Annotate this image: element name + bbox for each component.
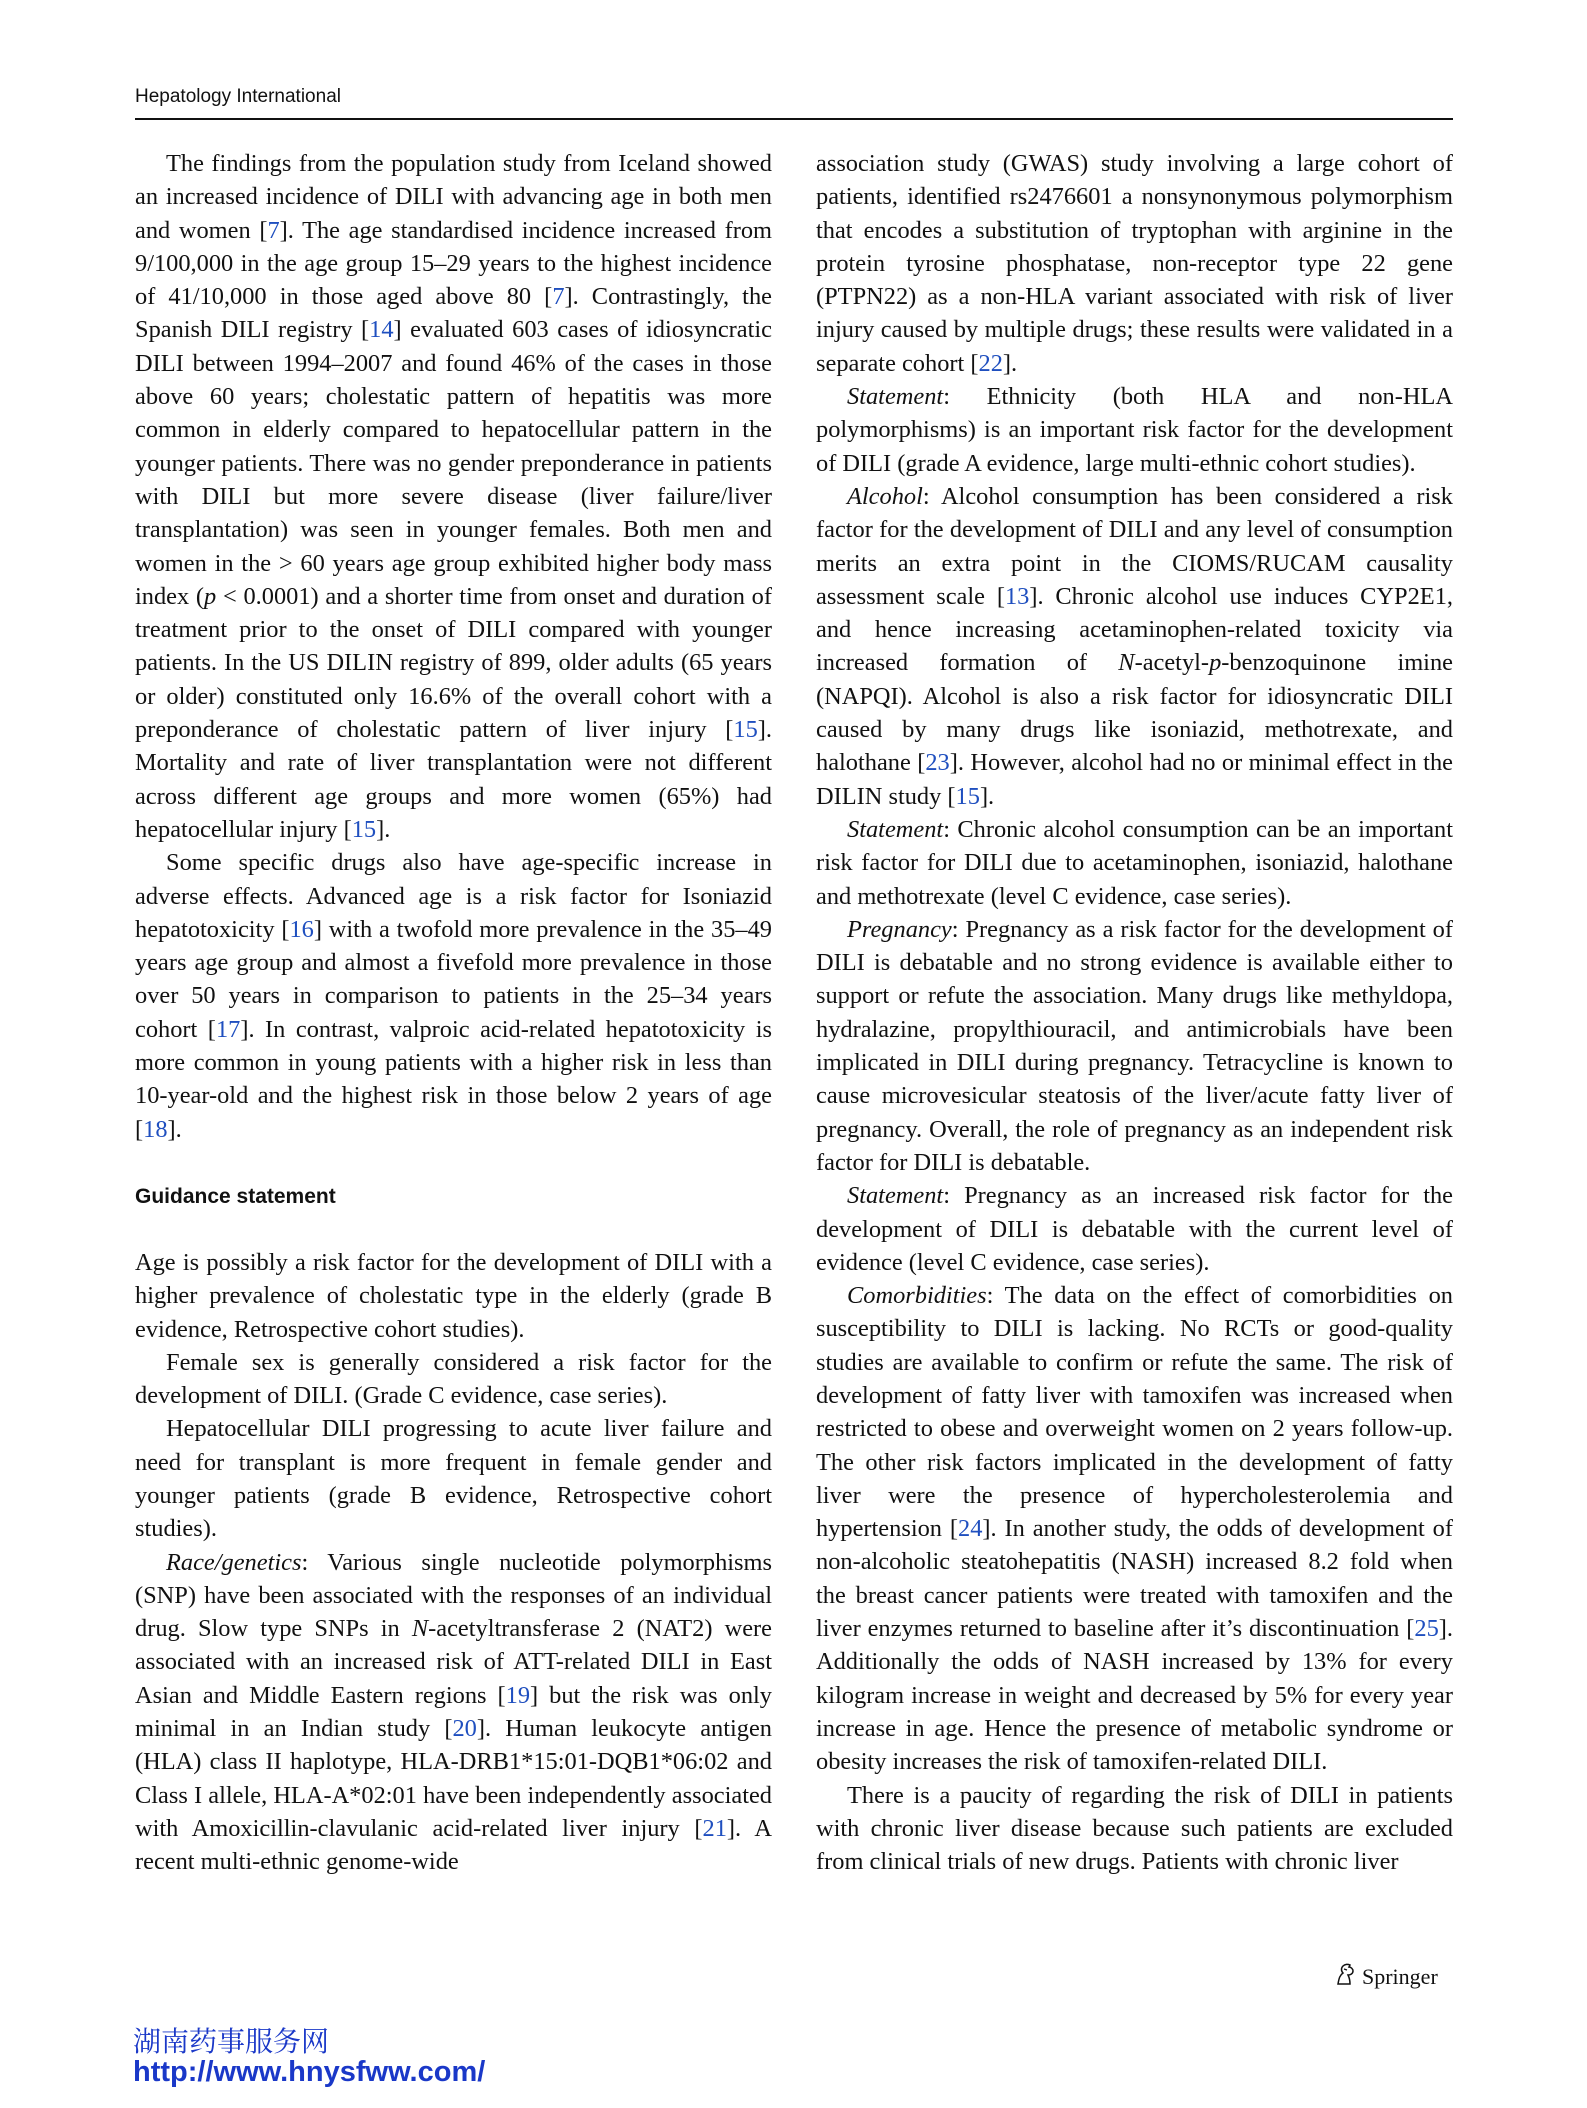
- paragraph: [816, 1179, 1453, 1279]
- text-run: association study (GWAS) study involving a large cohort of patients, identified rs2476601 a nonsynonymous polymorphism that encodes a substitution of tryptophan with arginine in the protein tyrosine phosphatase, non-receptor type 22 gene (PTPN22) as a non-HLA variant associated with risk of liver injury caused by multiple drugs; these results were validated in a separate cohort [: [816, 150, 1453, 377]
- paragraph: [816, 1779, 1453, 1879]
- text-run: ]. A recent multi-ethnic genome-wide: [135, 1814, 772, 1876]
- citation-link[interactable]: 14: [369, 316, 394, 344]
- citation-link[interactable]: 15: [955, 782, 980, 810]
- text-run: ].: [1002, 349, 1018, 377]
- citation-link[interactable]: 17: [215, 1015, 241, 1043]
- italic-text: p: [1209, 649, 1222, 677]
- italic-text: N: [1118, 649, 1135, 677]
- text-run: ] with a twofold more prevalence in the 35–49 years age group and almost a fivefold more prevalence in those over 50 years in comparison to patients in the 25–34 years cohort [: [135, 915, 772, 1043]
- citation-link[interactable]: 25: [1414, 1615, 1439, 1643]
- citation-link[interactable]: 23: [925, 749, 950, 777]
- text-run: ]. Additionally the odds of NASH increased by 13% for every kilogram increase in weight and decreased by 5% for every year increase in age. Hence the presence of metabolic syndrome or obesity increases the risk of tamoxifen-related DILI.: [816, 1615, 1453, 1776]
- citation-link[interactable]: 22: [978, 349, 1003, 377]
- paragraph: [816, 1279, 1453, 1778]
- springer-horse-icon: [1334, 1962, 1356, 1992]
- italic-text: Statement: [847, 1182, 944, 1210]
- watermark-site-name: 湖南药事服务网: [133, 2025, 330, 2058]
- text-run: ].: [979, 782, 995, 810]
- text-run: : Alcohol consumption has been considered a risk factor for the development of DILI and any level of consumption merits an extra point in the CIOMS/RUCAM causality assessment scale [: [816, 482, 1453, 610]
- text-run: The findings from the population study from Iceland showed an increased incidence of DILI with advancing age in both men and women [: [135, 150, 772, 244]
- text-run: ].: [376, 815, 391, 843]
- paragraph: [135, 1346, 772, 1413]
- journal-title: Hepatology International: [135, 86, 341, 107]
- left-column: [135, 147, 772, 1879]
- italic-text: Pregnancy: [847, 915, 952, 943]
- italic-text: Alcohol: [847, 482, 923, 510]
- text-run: -benzoquinone imine (NAPQI). Alcohol is also a risk factor for idiosyncratic DILI caused by many drugs like isoniazid, methotrexate, and halothane [: [816, 649, 1453, 777]
- text-run: < 0.0001) and a shorter time from onset and duration of treatment prior to the onset of DILI compared with younger patients. In the US DILIN registry of 899, older adults (65 years or older) constituted only 16.6% of the overall cohort with a preponderance of cholestatic pattern of liver injury [: [135, 582, 772, 744]
- section-heading: Guidance statement: [135, 1184, 336, 1208]
- citation-link[interactable]: 24: [958, 1515, 983, 1543]
- text-run: : Pregnancy as an increased risk factor for the development of DILI is debatable with the current level of evidence (level C evidence, case series).: [816, 1182, 1453, 1276]
- paragraph: [816, 147, 1453, 380]
- watermark-url-link[interactable]: http://www.hnysfww.com/: [133, 2056, 486, 2088]
- citation-link[interactable]: 16: [289, 915, 314, 943]
- citation-link[interactable]: 7: [552, 283, 565, 311]
- paragraph: [135, 1246, 772, 1346]
- text-run: -acetyl-: [1134, 649, 1210, 677]
- italic-text: Statement: [847, 383, 944, 411]
- paragraph: [816, 913, 1453, 1179]
- paragraph: [816, 380, 1453, 480]
- text-run: : Ethnicity (both HLA and non-HLA polymorphisms) is an important risk factor for the development of DILI (grade A evidence, large multi-ethnic cohort studies).: [816, 383, 1453, 477]
- citation-link[interactable]: 15: [733, 716, 758, 744]
- text-run: ]. The age standardised incidence increased from 9/100,000 in the age group 15–29 years to the highest incidence of 41/10,000 in those aged above 80 [: [135, 216, 772, 311]
- text-run: ]. Chronic alcohol use induces CYP2E1, and hence increasing acetaminophen-related toxicity via increased formation of: [816, 582, 1454, 677]
- text-run: : Pregnancy as a risk factor for the development of DILI is debatable and no strong evidence is available either to support or refute the association. Many drugs like methyldopa, hydralazine, propylthiouracil, and antimicrobials have been implicated in DILI during pregnancy. Tetracycline is known to cause microvesicular steatosis of the liver/acute fatty liver of pregnancy. Overall, the role of pregnancy as an independent risk factor for DILI is debatable.: [816, 915, 1453, 1176]
- citation-link[interactable]: 7: [267, 216, 280, 244]
- text-run: ]. However, alcohol had no or minimal effect in the DILIN study [: [816, 749, 1453, 810]
- citation-link[interactable]: 19: [505, 1681, 531, 1709]
- text-run: : Various single nucleotide polymorphisms (SNP) have been associated with the responses of an individual drug. Slow type SNPs in: [135, 1548, 772, 1643]
- text-run: Some specific drugs also have age-specific increase in adverse effects. Advanced age is a risk factor for Isoniazid hepatotoxicity [: [135, 849, 772, 943]
- text-run: ] but the risk was only minimal in an Indian study [: [135, 1681, 772, 1743]
- paragraph: [816, 813, 1453, 913]
- citation-link[interactable]: 20: [452, 1715, 477, 1743]
- citation-link[interactable]: 13: [1004, 582, 1030, 610]
- text-run: Hepatocellular DILI progressing to acute liver failure and need for transplant is more frequent in female gender and younger patients (grade B evidence, Retrospective cohort studies).: [135, 1415, 772, 1543]
- text-run: Age is possibly a risk factor for the development of DILI with a higher prevalence of cholestatic type in the elderly (grade B evidence, Retrospective cohort studies).: [135, 1248, 772, 1343]
- paragraph: [135, 1546, 772, 1879]
- text-run: ]. Contrastingly, the Spanish DILI registry [: [135, 283, 772, 344]
- text-run: : The data on the effect of comorbidities on susceptibility to DILI is lacking. No RCTs or good-quality studies are available to confirm or refute the same. The risk of development of fatty liver with tamoxifen was increased when restricted to obese and overweight women on 2 years follow-up. The other risk factors implicated in the development of fatty liver were the presence of hypercholesterolemia and hypertension [: [816, 1282, 1453, 1543]
- paragraph: [135, 1412, 772, 1545]
- citation-link[interactable]: 18: [143, 1115, 168, 1143]
- paragraph: [135, 846, 772, 1146]
- paragraph: [816, 480, 1453, 813]
- running-header: [135, 84, 1453, 120]
- italic-text: Statement: [847, 815, 944, 843]
- publisher-logo: [1334, 1962, 1438, 1992]
- right-column: [816, 147, 1453, 1878]
- text-run: ]. In another study, the odds of development of non-alcoholic steatohepatitis (NASH) increased 8.2 fold when the breast cancer patients were treated with tamoxifen and the liver enzymes returned to baseline after it’s discontinuation [: [816, 1515, 1453, 1643]
- text-run: ]. Human leukocyte antigen (HLA) class II haplotype, HLA-DRB1*15:01-DQB1*06:02 and Class I allele, HLA-A*02:01 have been independently associated with Amoxicillin-clavulanic acid-related liver injury [: [135, 1715, 772, 1842]
- citation-link[interactable]: 15: [351, 815, 377, 843]
- text-run: Female sex is generally considered a risk factor for the development of DILI. (Grade C evidence, case series).: [135, 1348, 772, 1410]
- italic-text: Race/genetics: [166, 1548, 302, 1576]
- text-run: ]. In contrast, valproic acid-related hepatotoxicity is more common in young patients with a higher risk in less than 10-year-old and the highest risk in those below 2 years of age [: [135, 1015, 772, 1143]
- citation-link[interactable]: 21: [702, 1814, 727, 1842]
- italic-text: N: [411, 1615, 429, 1643]
- italic-text: Comorbidities: [847, 1282, 987, 1310]
- publisher-name: Springer: [1362, 1964, 1438, 1989]
- text-run: ] evaluated 603 cases of idiosyncratic DILI between 1994–2007 and found 46% of the cases in those above 60 years; cholestatic pattern of hepatitis was more common in elderly compared to hepatocellular pattern in the younger patients. There was no gender preponderance in patients with DILI but more severe disease (liver failure/liver transplantation) was seen in younger females. Both men and women in the > 60 years age group exhibited higher body mass index (: [135, 316, 772, 610]
- paragraph: [135, 147, 772, 846]
- text-run: ]. Mortality and rate of liver transplantation were not different across different age groups and more women (65%) had hepatocellular injury [: [135, 716, 772, 843]
- text-run: -acetyltransferase 2 (NAT2) were associated with an increased risk of ATT-related DILI in East Asian and Middle Eastern regions [: [135, 1615, 772, 1709]
- italic-text: p: [204, 582, 217, 610]
- text-run: : Chronic alcohol consumption can be an important risk factor for DILI due to acetaminophen, isoniazid, halothane and methotrexate (level C evidence, case series).: [816, 815, 1453, 910]
- text-run: ].: [167, 1115, 182, 1143]
- text-run: There is a paucity of regarding the risk of DILI in patients with chronic liver disease because such patients are excluded from clinical trials of new drugs. Patients with chronic liver: [816, 1781, 1453, 1876]
